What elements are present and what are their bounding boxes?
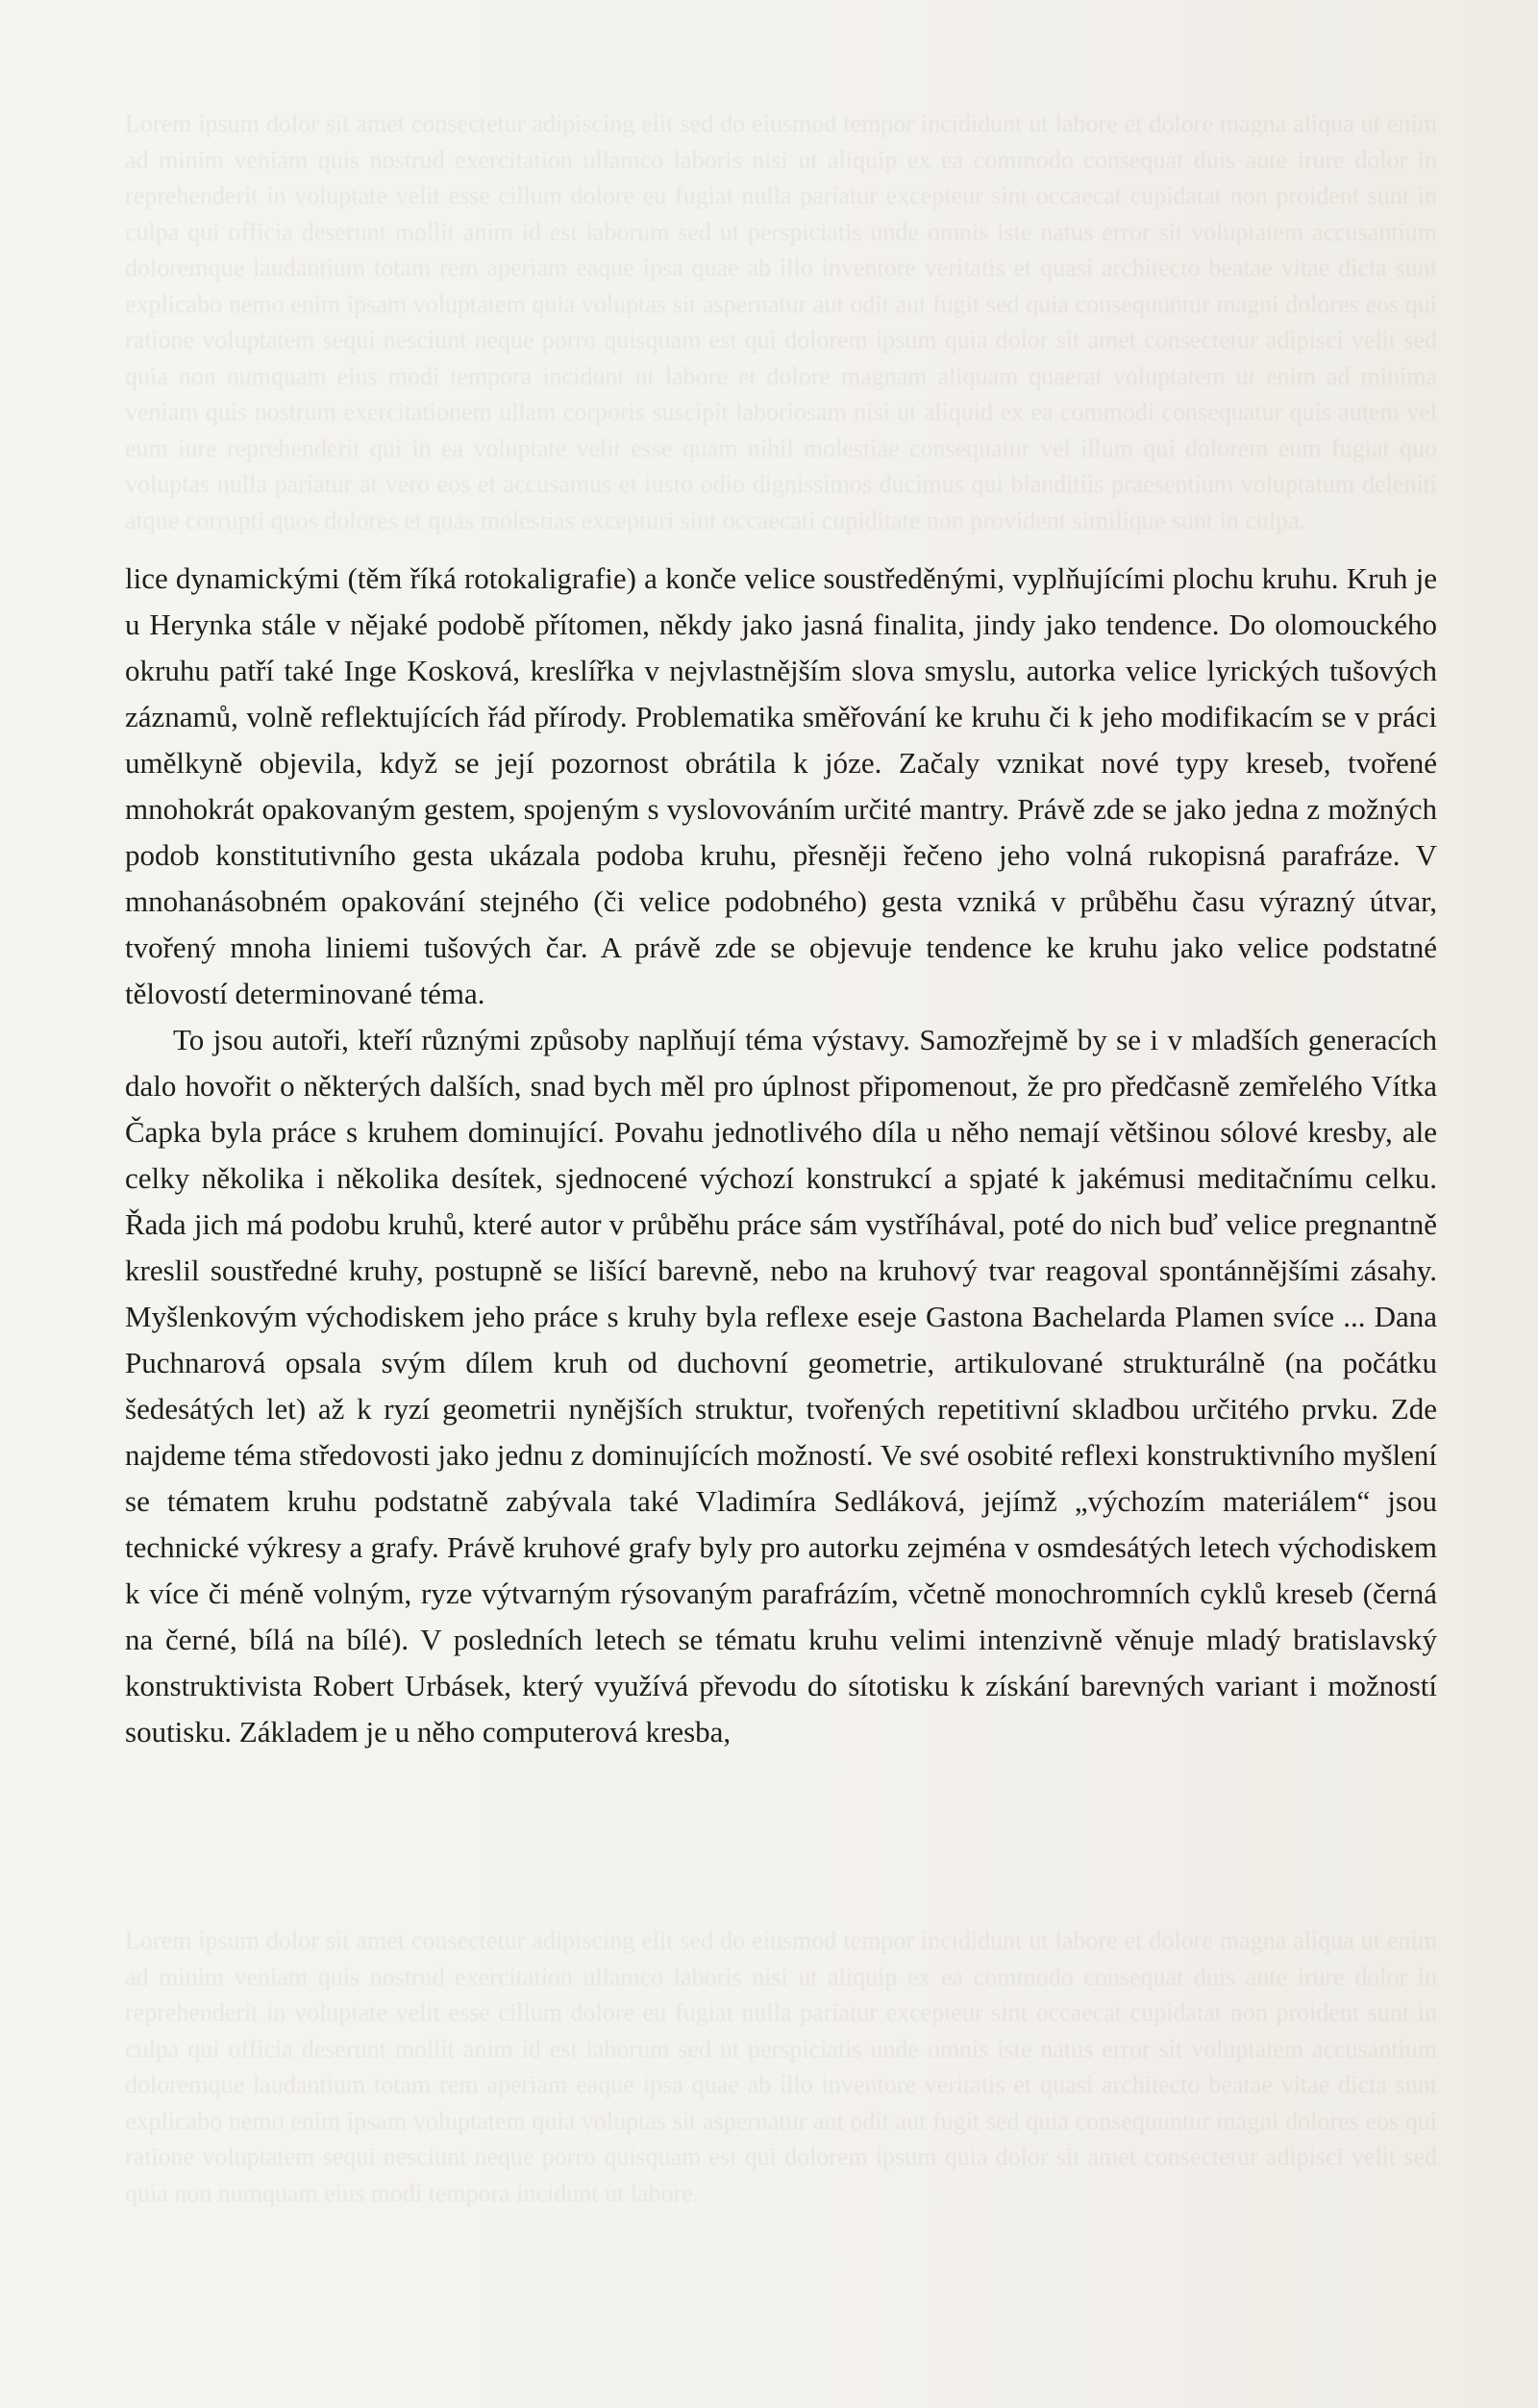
show-through-text-bottom: Lorem ipsum dolor sit amet consectetur adipiscing elit sed do eiusmod tempor incididunt ut labore et dolore magna aliqua ut enim ad minim veniam quis nostrud exercitation ullamco laboris nisi ut aliquip ex ea commodo consequat duis aute irure dolor in reprehenderit in voluptate velit esse cillum dolore eu fugiat nulla pariatur excepteur sint occaecat cupidatat non proident sunt in culpa qui officia deserunt mollit anim id est laborum sed ut perspiciatis unde omnis iste natus error sit voluptatem accusantium doloremque laudantium totam rem aperiam eaque ipsa quae ab illo inventore veritatis et quasi architecto beatae vitae dicta sunt explicabo nemo enim ipsam voluptatem quia voluptas sit aspernatur aut odit aut fugit sed quia consequuntur magni dolores eos qui ratione voluptatem sequi nesciunt neque porro quisquam est qui dolorem ipsum quia dolor sit amet consectetur adipisci velit sed quia non numquam eius modi tempora incidunt ut labore. bbox=[125, 1926, 1437, 2207]
show-through-text-top: Lorem ipsum dolor sit amet consectetur adipiscing elit sed do eiusmod tempor incididunt ut labore et dolore magna aliqua ut enim ad minim veniam quis nostrud exercitation ullamco laboris nisi ut aliquip ex ea commodo consequat duis aute irure dolor in reprehenderit in voluptate velit esse cillum dolore eu fugiat nulla pariatur excepteur sint occaecat cupidatat non proident sunt in culpa qui officia deserunt mollit anim id est laborum sed ut perspiciatis unde omnis iste natus error sit voluptatem accusantium doloremque laudantium totam rem aperiam eaque ipsa quae ab illo inventore veritatis et quasi architecto beatae vitae dicta sunt explicabo nemo enim ipsam voluptatem quia voluptas sit aspernatur aut odit aut fugit sed quia consequuntur magni dolores eos qui ratione voluptatem sequi nesciunt neque porro quisquam est qui dolorem ipsum quia dolor sit amet consectetur adipisci velit sed quia non numquam eius modi tempora incidunt ut labore et dolore magnam aliquam quaerat voluptatem ut enim ad minima veniam quis nostrum exercitationem ullam corporis suscipit laboriosam nisi ut aliquid ex ea commodi consequatur quis autem vel eum iure reprehenderit qui in ea voluptate velit esse quam nihil molestiae consequatur vel illum qui dolorem eum fugiat quo voluptas nulla pariatur at vero eos et accusamus et iusto odio dignissimos ducimus qui blanditiis praesentium voluptatum deleniti atque corrupti quos dolores et quas molestias excepturi sint occaecati cupiditate non provident similique sunt in culpa. bbox=[125, 110, 1437, 534]
paragraph: To jsou autoři, kteří různými způsoby naplňují téma výstavy. Samozřejmě by se i v mladších generacích dalo hovořit o některých dalších, snad bych měl pro úplnost připomenout, že pro předčasně zemřelého Vítka Čapka byla práce s kruhem dominující. Povahu jednotlivého díla u něho nemají většinou sólové kresby, ale celky několika i několika desítek, sjednocené výchozí konstrukcí a spjaté k jakémusi meditačnímu celku. Řada jich má podobu kruhů, které autor v průběhu práce sám vystříhával, poté do nich buď velice pregnantně kreslil soustředné kruhy, postupně se lišící barevně, nebo na kruhový tvar reagoval spontánnějšími zásahy. Myšlenkovým východiskem jeho práce s kruhy byla reflexe eseje Gastona Bachelarda Plamen svíce ... Dana Puchnarová opsala svým dílem kruh od duchovní geometrie, artikulované strukturálně (na počátku šedesátých let) až k ryzí geometrii nynějších struktur, tvořených repetitivní skladbou určitého prvku. Zde najdeme téma středovosti jako jednu z dominujících možností. Ve své osobité reflexi konstruktivního myšlení se tématem kruhu podstatně zabývala také Vladimíra Sedláková, jejímž „výchozím materiálem“ jsou technické výkresy a grafy. Právě kruhové grafy byly pro autorku zejména v osmdesátých letech východiskem k více či méně volným, ryze výtvarným rýsovaným parafrázím, včetně monochromních cyklů kreseb (černá na černé, bílá na bílé). V posledních letech se tématu kruhu velimi intenzivně věnuje mladý bratislavský konstruktivista Robert Urbásek, který využívá převodu do sítotisku k získání barevných variant i možností soutisku. Základem je u něho computerová kresba, bbox=[125, 1023, 1437, 1749]
body-text bbox=[125, 556, 1437, 1755]
paragraph: lice dynamickými (těm říká rotokaligrafie) a konče velice soustředěnými, vyplňujícími plochu kruhu. Kruh je u Herynka stále v nějaké podobě přítomen, někdy jako jasná finalita, jindy jako tendence. Do olomouckého okruhu patří také Inge Kosková, kreslířka v nejvlastnějším slova smyslu, autorka velice lyrických tušových záznamů, volně reflektujících řád přírody. Problematika směřování ke kruhu či k jeho modifikacím se v práci umělkyně objevila, když se její pozornost obrátila k józe. Začaly vznikat nové typy kreseb, tvořené mnohokrát opakovaným gestem, spojeným s vyslovováním určité mantry. Právě zde se jako jedna z možných podob konstitutivního gesta ukázala podoba kruhu, přesněji řečeno jeho volná rukopisná parafráze. V mnohanásobném opakování stejného (či velice podobného) gesta vzniká v průběhu času výrazný útvar, tvořený mnoha liniemi tušových čar. A právě zde se objevuje tendence ke kruhu jako velice podstatné tělovostí determinované téma. bbox=[125, 561, 1437, 1010]
